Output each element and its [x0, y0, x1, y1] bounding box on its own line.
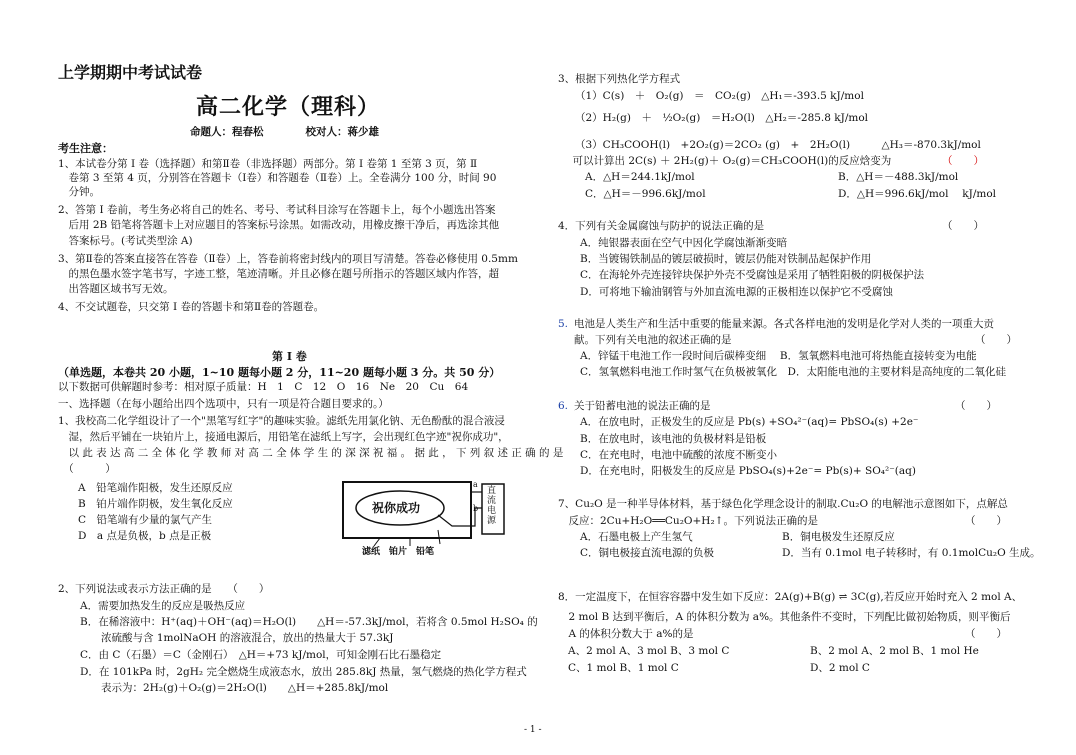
option-b: B．△H＝－488.3kJ/mol	[838, 171, 959, 183]
question-stem: 3、根据下列热化学方程式	[558, 73, 681, 85]
answer-paren: （ ）	[975, 334, 1017, 346]
question-stem: 电池是人类生产和生活中重要的能量来源。各式各样电池的发明是化学对人类的一项重大贡	[574, 318, 994, 330]
notice-line: 3、第Ⅱ卷的答案直接答在答卷（Ⅱ卷）上，答卷前将密封线内的项目写清楚。答卷必修使用 0.5mm	[58, 253, 518, 265]
answer-paren: （ ）	[942, 220, 984, 232]
question-stem: （ ）	[58, 463, 116, 475]
question-stem: 8．一定温度下，在恒容容器中发生如下反应：2A(g)+B(g) ⇌ 3C(g),若反应开始时充入 2 mol A、	[558, 591, 1023, 603]
option-d-cont: 表示为：2H₂(g)＋O₂(g)＝2H₂O(l) △H＝+285.8kJ/mol	[80, 682, 389, 694]
choice-heading: 一、选择题（在每小题给出四个选项中，只有一项是符合题目要求的。）	[58, 398, 389, 410]
notice-line: 4、不交试题卷，只交第 Ⅰ 卷的答题卡和第Ⅱ卷的答题卷。	[58, 301, 325, 313]
option-b: B、2 mol A、2 mol B、1 mol He	[810, 645, 979, 657]
option-d: D．△H＝996.6kJ/mol kJ/mol	[838, 188, 997, 200]
option-b: B 铂片端作阴极，发生氧化反应	[78, 498, 233, 510]
option-b: B．在稀溶液中：H⁺(aq)＋OH⁻(aq)＝H₂O(l) △H＝-57.3kJ/mol，若将含 0.5mol H₂SO₄ 的	[80, 616, 538, 628]
notice-line: 出答题区域书写无效。	[58, 283, 174, 295]
question-stem: 4．下列有关金属腐蚀与防护的说法正确的是	[558, 220, 765, 232]
question-stem: 献。下列有关电池的叙述正确的是	[574, 334, 732, 346]
equation-2: （2）H₂(g) ＋ ½O₂(g) ＝H₂O(l) △H₂＝-285.8 kJ/mol	[575, 112, 869, 124]
option-cd: C．氢氧燃料电池工作时氢气在负极被氧化 D．太阳能电池的主要材料是高纯度的二氧化硅	[580, 366, 1006, 378]
question-stem: 关于铅蓄电池的说法正确的是	[574, 400, 711, 412]
answer-paren: （ ）	[955, 400, 997, 412]
option-b: B．铜电极发生还原反应	[782, 531, 895, 543]
option-c: C．由 C（石墨）＝C（金刚石） △H＝+73 kJ/mol，可知金刚石比石墨稳定	[80, 649, 442, 661]
exam-title: 高二化学（理科）	[196, 94, 381, 120]
question-number: 6.	[558, 400, 569, 412]
option-a: A．△H＝244.1kJ/mol	[585, 171, 695, 183]
question-stem: 2、下列说法或表示方法正确的是 （ ）	[58, 583, 270, 595]
answer-paren: （ ）	[965, 515, 1007, 527]
option-a: A 铅笔端作阳极，发生还原反应	[78, 482, 233, 494]
answer-paren: （ ）	[942, 155, 984, 167]
question-stem: 以 此 表 达 高 二 全 体 化 学 教 师 对 高 二 全 体 学 生 的 深 深 祝 福 。 据 此 ， 下 列 叙 述 正 确 的 是	[58, 447, 564, 459]
atomic-mass: 以下数据可供解题时参考：相对原子质量：H 1 C 12 O 16 Ne 20 Cu 64	[58, 381, 469, 393]
option-d: D a 点是负极，b 点是正极	[78, 530, 212, 542]
section-rule: （单选题，本卷共 20 小题，1~10 题每小题 2 分，11~20 题每小题 3 分。共 50 分）	[58, 366, 501, 379]
option-a: A．需要加热发生的反应是吸热反应	[80, 600, 246, 612]
option-ab: A．锌锰干电池工作一段时间后碳棒变细 B．氢氧燃料电池可将热能直接转变为电能	[580, 350, 977, 362]
option-b: B．当镀锡铁制品的镀层破损时，镀层仍能对铁制品起保护作用	[580, 253, 872, 265]
option-c: C、1 mol B、1 mol C	[568, 662, 679, 674]
option-d: D．在 101kPa 时，2gH₂ 完全燃烧生成液态水，放出 285.8kJ 热量，氢气燃烧的热化学方程式	[80, 666, 527, 678]
option-b-cont: 浓硫酸与含 1molNaOH 的溶液混合，放出的热量大于 57.3kJ	[80, 632, 394, 644]
option-c: C 铅笔端有少量的氯气产生	[78, 514, 213, 526]
option-c: C．在海轮外壳连接锌块保护外壳不受腐蚀是采用了牺牲阳极的阴极保护法	[580, 269, 925, 281]
question-number: 5.	[558, 318, 569, 330]
notice-line: 的黑色墨水签字笔书写，字迹工整，笔迹清晰。并且必修在题号所指示的答题区域内作答，超	[58, 268, 499, 280]
diagram-text: 祝你成功	[372, 501, 421, 515]
question-stem: 2 mol B 达到平衡后，A 的体积分数为 a%。其他条件不变时，下列配比做初始物质，则平衡后	[558, 611, 1011, 623]
option-d: D．在充电时，阳极发生的反应是 PbSO₄(s)+2e⁻= Pb(s)+ SO₄²⁻(aq)	[580, 465, 916, 477]
equation-3: （3）CH₃COOH(l) +2O₂(g)＝2CO₂ (g) + 2H₂O(l) △H₃＝-870.3kJ/mol	[575, 139, 981, 151]
option-d: D．当有 0.1mol 电子转移时，有 0.1molCu₂O 生成。	[782, 547, 1041, 559]
exam-authors: 命题人：程春松 校对人：蒋少雄	[190, 126, 379, 138]
diagram-bottom-labels: 滤纸 铂片 铅笔	[362, 547, 435, 557]
option-c: C．△H＝－996.6kJ/mol	[585, 188, 706, 200]
notice-line: 后用 2B 铅笔将答题卡上对应题目的答案标号涂黑。如需改动，用橡皮擦干净后，再选涂其他	[58, 219, 500, 231]
notice-line: 2、答第 Ⅰ 卷前，考生务必将自己的姓名、考号、考试科目涂写在答题卡上，每个小题选出答案	[58, 204, 496, 216]
answer-paren: （ ）	[965, 628, 1007, 640]
notice-line: 分钟。	[58, 186, 100, 198]
option-a: A．纯银器表面在空气中因化学腐蚀渐渐变暗	[580, 237, 788, 249]
page-number: - 1 -	[524, 725, 542, 735]
notice-line: 卷第 3 至第 4 页，分别答在答题卡（Ⅰ卷）和答题卷（Ⅱ卷）上。全卷满分 100 分，时间 90	[58, 172, 497, 184]
question-stem: 1、我校高二化学组设计了一个"黑笔写红字"的趣味实验。滤纸先用氯化钠、无色酚酞的混合液浸	[58, 415, 505, 427]
question-stem: 7、Cu₂O 是一种半导体材料，基于绿色化学理念设计的制取.Cu₂O 的电解池示意图如下，点解总	[558, 498, 1008, 510]
question-ask: 可以计算出 2C(s) ＋ 2H₂(g)＋ O₂(g)＝CH₃COOH(l)的反应焓变为	[562, 155, 892, 167]
notice-title: 考生注意：	[58, 142, 113, 155]
equation-1: （1）C(s) ＋ O₂(g) ＝ CO₂(g) △H₁＝-393.5 kJ/mol	[575, 90, 864, 102]
question-stem: 湿，然后平铺在一块铂片上，接通电源后，用铅笔在滤纸上写字，会出现红色字迹"祝你成功"，	[58, 431, 509, 443]
option-a: A．石墨电极上产生氢气	[580, 531, 693, 543]
notice-line: 答案标号。(考试类型涂 A)	[58, 235, 193, 247]
option-d: D、2 mol C	[810, 662, 870, 674]
option-c: C．铜电极接直流电源的负极	[580, 547, 715, 559]
option-b: B．在放电时，该电池的负极材料是铅板	[580, 433, 767, 445]
option-a: A、2 mol A、3 mol B、3 mol C	[568, 645, 730, 657]
option-a: A．在放电时，正极发生的反应是 Pb(s) +SO₄²⁻(aq)= PbSO₄(s) +2e⁻	[580, 416, 919, 428]
question-stem: 反应：2Cu+H₂O══Cu₂O+H₂↑。下列说法正确的是	[558, 515, 818, 527]
diagram-point-a: a	[473, 480, 478, 489]
diagram-point-b: b	[473, 504, 479, 513]
option-d: D．可将地下输油钢管与外加直流电源的正极相连以保护它不受腐蚀	[580, 286, 893, 298]
electrolysis-diagram	[340, 478, 518, 558]
diagram-power-label: 直流电源	[487, 486, 497, 526]
question-stem: A 的体积分数大于 a%的是	[558, 628, 694, 640]
option-c: C．在充电时，电池中硫酸的浓度不断变小	[580, 449, 778, 461]
notice-line: 1、本试卷分第 Ⅰ 卷（选择题）和第Ⅱ卷（非选择题）两部分。第 Ⅰ 卷第 1 至第 3 页，第 Ⅱ	[58, 158, 478, 170]
section-title: 第 Ⅰ 卷	[272, 350, 307, 363]
exam-header: 上学期期中考试试卷	[58, 63, 203, 82]
